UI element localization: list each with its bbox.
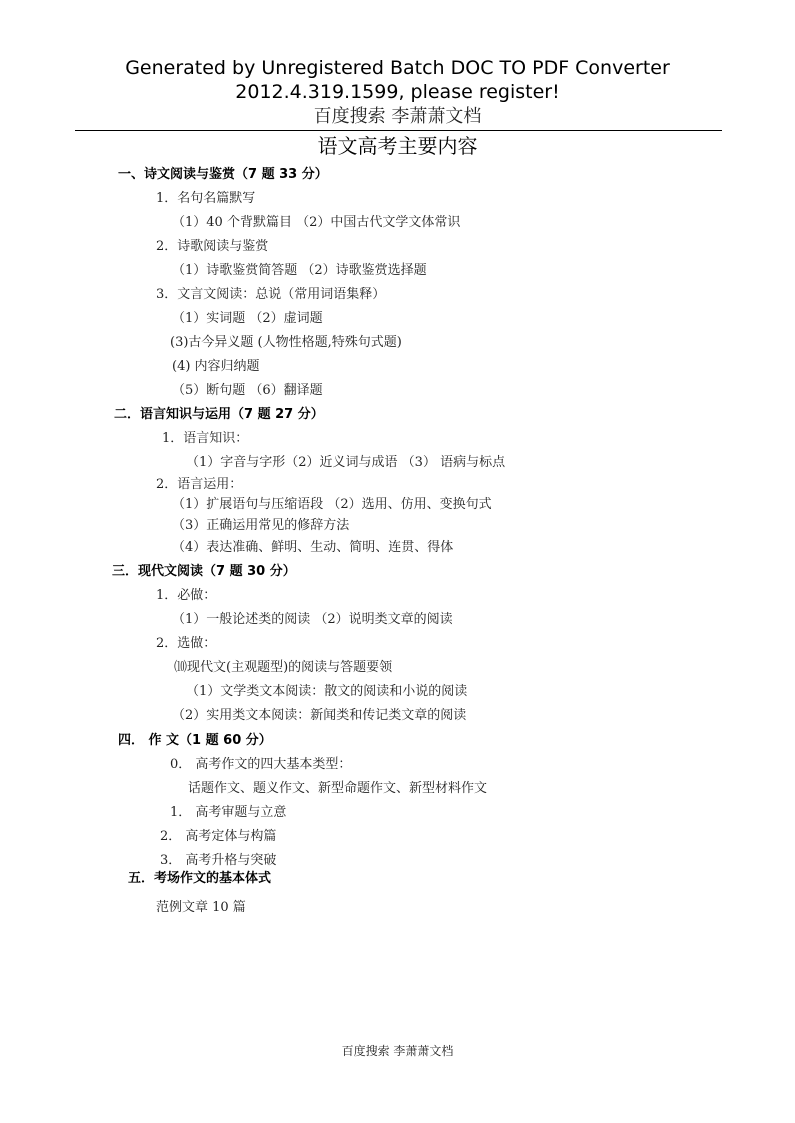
section2-item-2-detail-1: （1）扩展语句与压缩语段 （2）选用、仿用、变换句式 (172, 497, 492, 512)
section-heading-3: 三．现代文阅读（7 题 30 分） (112, 564, 296, 579)
section3-item-1-detail: （1）一般论述类的阅读 （2）说明类文章的阅读 (172, 612, 453, 627)
document-title: 语文高考主要内容 (317, 134, 478, 158)
section4-item-0-detail: 话题作文、题义作文、新型命题作文、新型材料作文 (188, 781, 488, 796)
section2-item-2: 2．语言运用： (156, 477, 243, 492)
section-heading-5: 五．考场作文的基本体式 (128, 871, 272, 886)
header-divider (75, 130, 722, 131)
section-heading-1: 一、诗文阅读与鉴赏（7 题 33 分） (118, 167, 328, 182)
section1-item-2: 2．诗歌阅读与鉴赏 (156, 239, 269, 254)
section1-item-3: 3．文言文阅读：总说（常用词语集释） (156, 287, 386, 302)
section4-item-1: 1． 高考审题与立意 (170, 805, 287, 820)
section1-item-2-detail: （1）诗歌鉴赏简答题 （2）诗歌鉴赏选择题 (172, 263, 427, 278)
section5-item-1: 范例文章 10 篇 (156, 900, 246, 915)
section4-item-3: 3． 高考升格与突破 (160, 853, 277, 868)
page-header: 百度搜索 李萧萧文档 (313, 106, 482, 127)
converter-watermark-line2: 2012.4.319.1599, please register! (235, 81, 560, 103)
section-heading-2: 二．语言知识与运用（7 题 27 分） (114, 407, 324, 422)
section1-item-1-detail: （1）40 个背默篇目 （2）中国古代文学文体常识 (172, 215, 461, 230)
section2-item-1-detail: （1）字音与字形（2）近义词与成语 （3） 语病与标点 (186, 455, 506, 470)
section4-item-2: 2． 高考定体与构篇 (160, 829, 277, 844)
section3-item-2-detail-1: （1）文学类文本阅读：散文的阅读和小说的阅读 (186, 684, 468, 699)
section3-item-2-detail-0: ⑽现代文(主观题型)的阅读与答题要领 (174, 660, 393, 675)
section1-item-1: 1．名句名篇默写 (156, 191, 256, 206)
section1-item-3-detail-2: (3)古今异义题 (人物性格题,特殊句式题) (170, 335, 402, 350)
section1-item-3-detail-1: （1）实词题 （2）虚词题 (172, 311, 323, 326)
section1-item-3-detail-4: （5）断句题 （6）翻译题 (172, 383, 323, 398)
section3-item-2: 2．选做： (156, 636, 217, 651)
section1-item-3-detail-3: (4) 内容归纳题 (172, 359, 260, 374)
section2-item-1: 1．语言知识： (162, 431, 249, 446)
section3-item-1: 1．必做： (156, 588, 217, 603)
section-heading-4: 四． 作 文（1 题 60 分） (118, 733, 272, 748)
section2-item-2-detail-2: （3）正确运用常见的修辞方法 (172, 518, 350, 533)
section2-item-2-detail-3: （4）表达准确、鲜明、生动、简明、连贯、得体 (172, 540, 454, 555)
page-footer: 百度搜索 李萧萧文档 (341, 1044, 454, 1058)
converter-watermark-line1: Generated by Unregistered Batch DOC TO PDF Converter (125, 57, 670, 79)
section3-item-2-detail-2: （2）实用类文本阅读：新闻类和传记类文章的阅读 (172, 708, 467, 723)
section4-item-0: 0． 高考作文的四大基本类型： (170, 757, 352, 772)
